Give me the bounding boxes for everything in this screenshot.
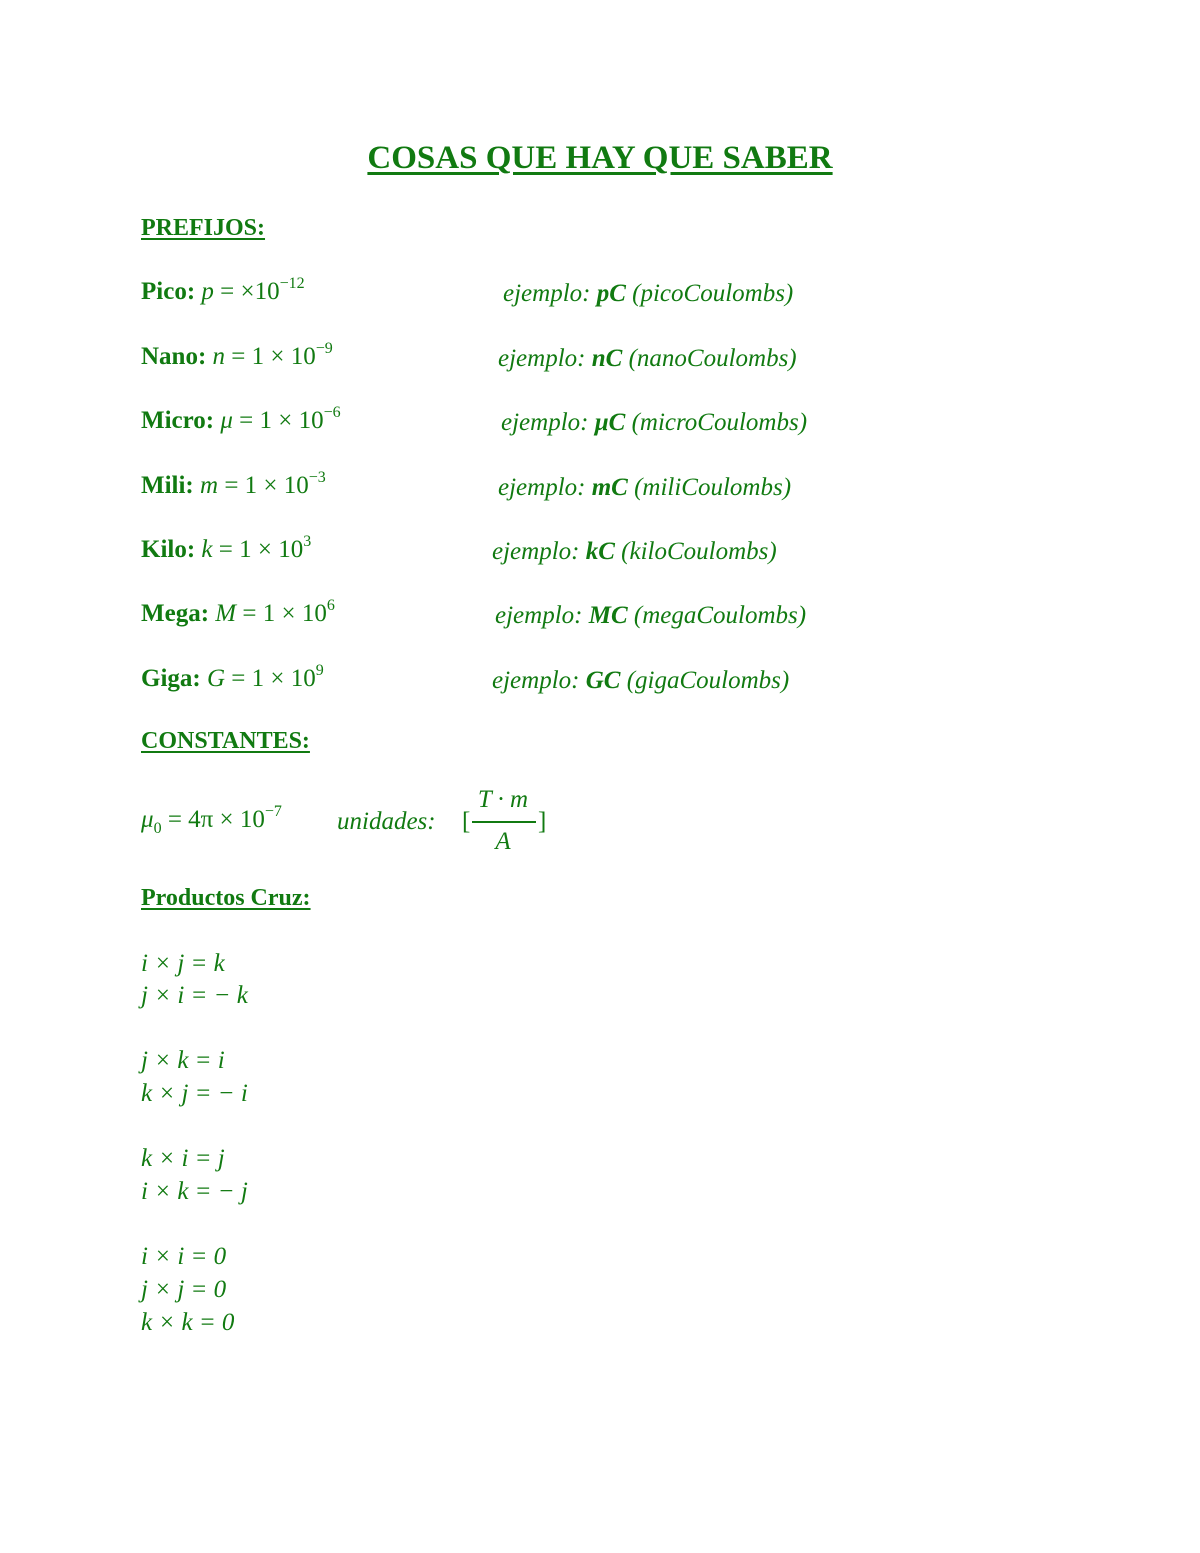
example-unit: μC [594,409,626,436]
prefix-symbol: G [206,665,226,692]
prefix-name: Giga: [141,665,201,692]
example-label: ejemplo: [492,538,580,565]
mu-value: = 4π × 10 [167,806,265,833]
prefix-row-mili [141,469,326,500]
prefix-base: 10 [301,600,327,627]
units-label: unidades: [337,808,436,835]
prefix-name: Kilo: [141,536,196,563]
mu-symbol: μ [141,806,154,833]
prefix-row-giga [141,662,324,693]
cross-product-line: k × i = j [141,1145,225,1172]
prefix-example-mega [495,602,806,630]
prefix-exponent: 6 [326,597,335,614]
prefix-example-kilo [492,538,777,566]
units-numerator: T · m [477,786,529,813]
mu-subscript: 0 [153,820,162,837]
prefix-symbol: k [201,536,213,563]
prefix-exponent: −9 [315,340,333,357]
prefix-example-nano [498,345,797,373]
prefix-example-pico [503,280,793,308]
cross-product-line: j × i = − k [141,982,248,1009]
prefix-base: 10 [254,278,280,305]
prefix-coef: = × [220,278,255,305]
cross-product-line: k × k = 0 [141,1309,235,1336]
prefix-name: Mega: [141,600,210,627]
cross-product-line: j × j = 0 [141,1276,227,1303]
prefix-exponent: −6 [323,404,341,421]
prefix-exponent: −12 [279,275,305,292]
example-desc: (megaCoulombs) [633,602,807,629]
units-denominator: A [495,828,511,855]
prefix-base: 10 [278,536,304,563]
cross-product-line: i × j = k [141,950,225,977]
example-desc: (kiloCoulombs) [621,538,777,565]
bracket-close: ] [538,808,547,835]
prefix-coef: = 1 × [231,665,285,692]
prefix-exponent: −3 [308,469,326,486]
example-desc: (nanoCoulombs) [628,345,797,372]
productos-heading: Productos Cruz: [141,885,311,911]
cross-product-line: i × i = 0 [141,1243,227,1270]
fraction-line [472,821,536,823]
prefix-row-micro [141,404,341,435]
prefix-name: Mili: [141,472,194,499]
prefijos-heading: PREFIJOS: [141,215,266,241]
example-label: ejemplo: [498,474,586,501]
example-unit: GC [585,667,621,694]
page-title: COSAS QUE HAY QUE SABER [367,140,833,176]
prefix-base: 10 [283,472,309,499]
prefix-name: Pico: [141,278,196,305]
example-label: ejemplo: [503,280,591,307]
mu0-formula [141,803,282,837]
cross-product-line: k × j = − i [141,1080,248,1107]
example-unit: pC [596,280,626,307]
prefix-symbol: μ [220,407,233,434]
prefix-row-kilo [141,533,312,564]
example-label: ejemplo: [501,409,589,436]
cross-product-line: j × k = i [141,1047,225,1074]
example-desc: (miliCoulombs) [634,474,792,501]
prefix-example-giga [492,667,789,695]
prefix-coef: = 1 × [224,472,278,499]
prefix-row-pico [141,275,305,306]
prefix-coef: = 1 × [242,600,296,627]
prefix-base: 10 [298,407,324,434]
prefix-name: Micro: [141,407,215,434]
prefix-exponent: 3 [303,533,312,550]
example-unit: mC [591,474,628,501]
prefix-example-micro [501,409,807,437]
bracket-open: [ [462,808,471,835]
example-label: ejemplo: [495,602,583,629]
prefix-name: Nano: [141,343,207,370]
prefix-row-nano [141,340,333,371]
constantes-heading: CONSTANTES: [141,728,310,754]
prefix-base: 10 [290,343,316,370]
example-desc: (gigaCoulombs) [626,667,790,694]
prefix-symbol: n [212,343,226,370]
prefix-symbol: m [200,472,219,499]
example-unit: nC [591,345,623,372]
prefix-symbol: p [201,278,214,305]
prefix-example-mili [498,474,791,502]
example-label: ejemplo: [492,667,580,694]
example-desc: (picoCoulombs) [632,280,794,307]
prefix-coef: = 1 × [231,343,285,370]
prefix-coef: = 1 × [218,536,272,563]
example-unit: MC [588,602,628,629]
prefix-symbol: M [215,600,237,627]
example-label: ejemplo: [498,345,586,372]
cross-product-line: i × k = − j [141,1178,248,1205]
example-desc: (microCoulombs) [631,409,808,436]
example-unit: kC [585,538,615,565]
mu-exponent: −7 [264,803,282,820]
prefix-coef: = 1 × [239,407,293,434]
prefix-exponent: 9 [315,662,324,679]
prefix-base: 10 [290,665,316,692]
prefix-row-mega [141,597,335,628]
